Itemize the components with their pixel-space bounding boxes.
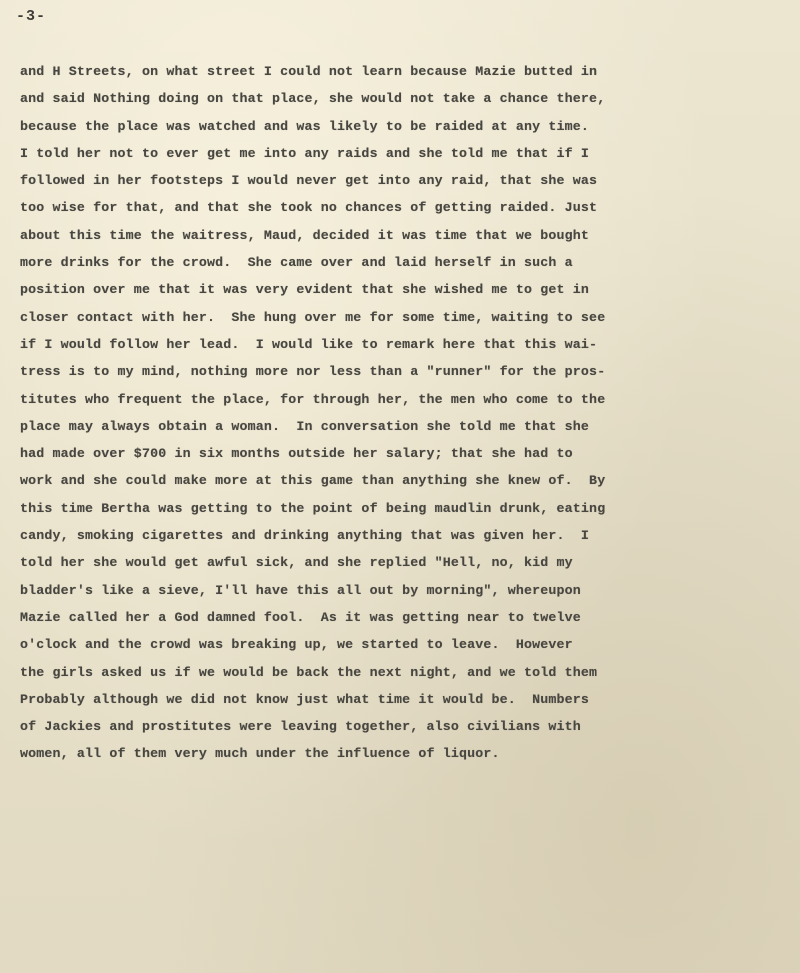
text-line: and H Streets, on what street I could not learn because Mazie butted in <box>20 64 598 79</box>
text-line: followed in her footsteps I would never get into any raid, that she was <box>20 173 598 189</box>
text-line: position over me that it was very evident that she wished me to get in <box>20 282 590 298</box>
text-line: the girls asked us if we would be back the next night, and we told them <box>20 664 598 680</box>
text-line: too wise for that, and that she took no chances of getting raided. Just <box>20 200 598 216</box>
text-line: closer contact with her. She hung over me for some time, waiting to see <box>20 309 606 325</box>
text-line: I told her not to ever get me into any raids and she told me that if I <box>20 145 590 161</box>
text-line: told her she would get awful sick, and she replied "Hell, no, kid my <box>20 555 573 571</box>
text-line: because the place was watched and was likely to be raided at any time. <box>20 118 590 134</box>
typed-report-body <box>20 58 780 768</box>
text-line: bladder's like a sieve, I'll have this all out by morning", whereupon <box>20 582 581 598</box>
page-number: -3- <box>16 8 47 25</box>
text-line: more drinks for the crowd. She came over and laid herself in such a <box>20 255 573 271</box>
text-line: women, all of them very much under the influence of liquor. <box>20 746 500 762</box>
text-line: candy, smoking cigarettes and drinking anything that was given her. I <box>20 528 590 544</box>
text-line: had made over $700 in six months outside her salary; that she had to <box>20 446 573 462</box>
text-line: o'clock and the crowd was breaking up, we started to leave. However <box>20 637 573 653</box>
text-line: this time Bertha was getting to the point of being maudlin drunk, eating <box>20 500 606 516</box>
text-line: place may always obtain a woman. In conversation she told me that she <box>20 418 590 434</box>
text-line: about this time the waitress, Maud, decided it was time that we bought <box>20 227 590 243</box>
text-line: titutes who frequent the place, for through her, the men who come to the <box>20 391 606 407</box>
text-line: tress is to my mind, nothing more nor less than a "runner" for the pros- <box>20 364 606 380</box>
text-line: Probably although we did not know just what time it would be. Numbers <box>20 691 590 707</box>
text-line: and said Nothing doing on that place, she would not take a chance there, <box>20 91 606 107</box>
text-line: if I would follow her lead. I would like to remark here that this wai- <box>20 336 598 352</box>
text-line: work and she could make more at this game than anything she knew of. By <box>20 473 606 489</box>
text-line: Mazie called her a God damned fool. As it was getting near to twelve <box>20 609 581 625</box>
text-line: of Jackies and prostitutes were leaving together, also civilians with <box>20 719 581 735</box>
